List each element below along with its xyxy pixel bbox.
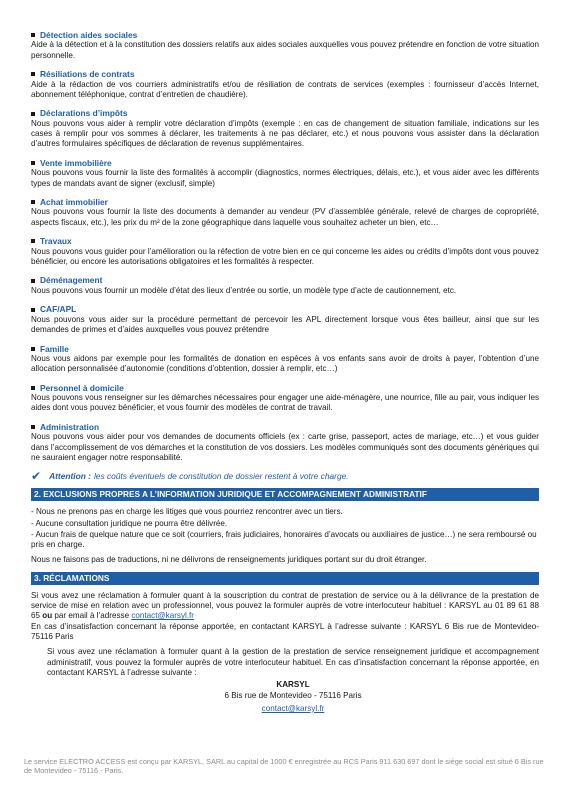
service-item (31, 304, 539, 335)
service-item-title: Détection aides sociales (31, 30, 539, 40)
company-address: 6 Bis rue de Montevideo - 75116 Paris (224, 690, 362, 700)
service-item-title: Achat immobilier (31, 197, 539, 207)
service-item-title: Déclarations d’impôts (31, 108, 539, 118)
reclamation-paragraph-3: Si vous avez une réclamation à formuler quant à la gestion de la prestation de service renseignement juridique et accompagnement administratif, vous pouvez la formuler auprès de votre interlocuteur habituel. En cas d’insatisfaction concernant la réponse apportée, en contactant KARSYL à l’adresse suivante : KARSYL 6 Bis rue de Montevideo - 75116 Paris contact@karsyl.fr (47, 647, 539, 713)
service-item (31, 197, 539, 228)
section-3-body (31, 585, 539, 720)
service-item-text: Nous pouvons vous guider pour l’amélioration ou la réfection de votre bien en ce qui concerne les aides ou crédits d’impôts dont vous pouvez bénéficier, ou encore les autorisations obligatoires et les formalités à respecter. (31, 246, 539, 266)
email-link[interactable]: contact@karsyl.fr (131, 611, 194, 621)
service-item-text: Nous pouvons vous aider pour vos demandes de documents officiels (ex : carte grise, passeport, actes de mariage, etc…) et vous guider dans l’accomplissement de vos démarches et la constitution de vos dossiers. Les modèles communiqués sont des documents génériques qui ne sauraient engager notre responsabilité. (31, 432, 539, 462)
service-item-text: Nous pouvons vous fournir la liste des formalités à accomplir (diagnostics, normes électriques, délais, etc.), et vous aider avec les différents types de mandats avant de signer (exclusif, simple) (31, 168, 539, 188)
service-item-text: Nous pouvons vous fournir un modèle d’état des lieux d’entrée ou sortie, un modèle type d’acte de cautionnement, etc. (31, 285, 457, 295)
square-bullet-icon (31, 112, 35, 116)
square-bullet-icon (31, 161, 35, 165)
service-item-text: Nous pouvons vous aider à remplir votre déclaration d’impôts (exemple : en cas de changement de situation familiale, indications sur les cases à remplir pour vos sommes à déclarer, les traitements à ne pas déclarer, etc.) et nous pouvons vous assister dans la déclaration d’autres formulaires spécifiques de déclaration de revenus supplémentaires. (31, 118, 539, 149)
footer-legal-text: Le service ELECTRO ACCESS est conçu par KARSYL, SARL au capital de 1000 € enregistrée au RCS Paris 911 630 697 dont le siège social est situé 6 Bis rue de Montevideo - 75116 - Paris. (24, 757, 544, 776)
service-item-title: Déménagement (31, 275, 539, 285)
service-item-title: Administration (31, 422, 539, 432)
service-item (31, 158, 539, 189)
square-bullet-icon (31, 347, 35, 351)
service-item-text: Aide à la rédaction de vos courriers administratifs et/ou de résiliation de contrats de services (exemples : fournisseur d’accès Internet, abonnement téléphonique, contrat d’entretien de chaudière). (31, 79, 539, 99)
attention-label: Attention : (49, 471, 91, 482)
email-link-2[interactable]: contact@karsyl.fr (261, 703, 325, 713)
square-bullet-icon (31, 425, 35, 429)
service-item (31, 30, 539, 61)
square-bullet-icon (31, 72, 35, 76)
service-item (31, 69, 539, 100)
square-bullet-icon (31, 33, 35, 37)
service-item-title: Vente immobilière (31, 158, 539, 168)
service-item-title: CAF/APL (31, 304, 539, 314)
service-item-title: Travaux (31, 236, 539, 246)
attention-text: les coûts éventuels de constitution de dossier restent à votre charge. (93, 471, 349, 482)
service-item-title: Famille (31, 344, 539, 354)
square-bullet-icon (31, 308, 35, 312)
exclusion-line: - Aucun frais de quelque nature que ce soit (courriers, frais judiciaires, honoraires d’avocats ou auxiliaires de justice…) ne sera remboursé ou pris en charge. (31, 529, 537, 550)
exclusion-line: Nous ne faisons pas de traductions, ni ne délivrons de renseignements juridiques portant sur du droit étranger. (31, 554, 427, 564)
service-item (31, 108, 539, 149)
checkmark-icon: ✔ (31, 469, 42, 484)
section-2-heading: 2. EXCLUSIONS PROPRES A L’INFORMATION JURIDIQUE ET ACCOMPAGNEMENT ADMINISTRATIF (31, 488, 539, 501)
service-item-text: Nous pouvons vous renseigner sur les démarches nécessaires pour engager une aide-ménagère, une nourrice, fille au pair, vous indiquer les aides dont vous pouvez bénéficier, et vous fournir des modèles de contrat de travail. (31, 393, 539, 413)
service-item (31, 275, 539, 296)
section-2-body (31, 501, 539, 571)
exclusion-line: - Nous ne prenons pas en charge les litiges que vous pourriez rencontrer avec un tiers. (31, 507, 343, 517)
square-bullet-icon (31, 200, 35, 204)
service-item-title: Personnel à domicile (31, 383, 539, 393)
attention-note (31, 469, 539, 484)
service-item (31, 422, 539, 463)
reclamation-paragraph-1: Si vous avez une réclamation à formuler quant à la souscription du contrat de prestation de service ou à la délivrance de la prestation de service de mise en relation avec un professionnel, vous pouvez la formuler auprès de votre interlocuteur habituel : KARSYL au 01 89 61 88 65 ou par email à l’adresse contact@karsyl.fr (31, 590, 539, 621)
service-item (31, 344, 539, 375)
square-bullet-icon (31, 239, 35, 243)
service-item (31, 236, 539, 267)
service-item-title: Résiliations de contrats (31, 69, 539, 79)
service-item-text: Nous pouvons vous fournir la liste des documents à demander au vendeur (PV d’assemblée générale, relevé de charges de copropriété, aspects fiscaux, etc.), les prix du m² de la zone géographique dans laquelle vous souhaitez acheter un bien, etc… (31, 207, 539, 227)
service-item-text: Aide à la détection et à la constitution des dossiers relatifs aux aides sociales auxquelles vous pouvez prétendre en fonction de votre situation personnelle. (31, 40, 539, 60)
service-item-text: Nous vous aidons par exemple pour les formalités de donation en espèces à vos enfants sans avoir de droits à payer, l’obtention d’une allocation personnalisée d’autonomie (conditions d’obtention, dossier à remplir, etc…) (31, 353, 539, 374)
content (31, 30, 539, 720)
service-item-text: Nous pouvons vous aider sur la procédure permettant de percevoir les APL directement lorsque vous êtes bailleur, ainsi que sur les demandes de primes et d’aides auxquelles vous pouvez prétendre (31, 314, 539, 335)
company-name: KARSYL (276, 680, 310, 690)
square-bullet-icon (31, 386, 35, 390)
square-bullet-icon (31, 279, 35, 283)
section-3-heading: 3. RÉCLAMATIONS (31, 572, 539, 585)
reclamation-paragraph-2: En cas d’insatisfaction concernant la réponse apportée, en contactant KARSYL à l’adresse suivante : KARSYL 6 Bis rue de Montevideo-75116 Paris (31, 621, 539, 642)
service-item (31, 383, 539, 414)
service-list (31, 30, 539, 463)
exclusion-line: - Aucune consultation juridique ne pourra être délivrée. (31, 518, 228, 528)
